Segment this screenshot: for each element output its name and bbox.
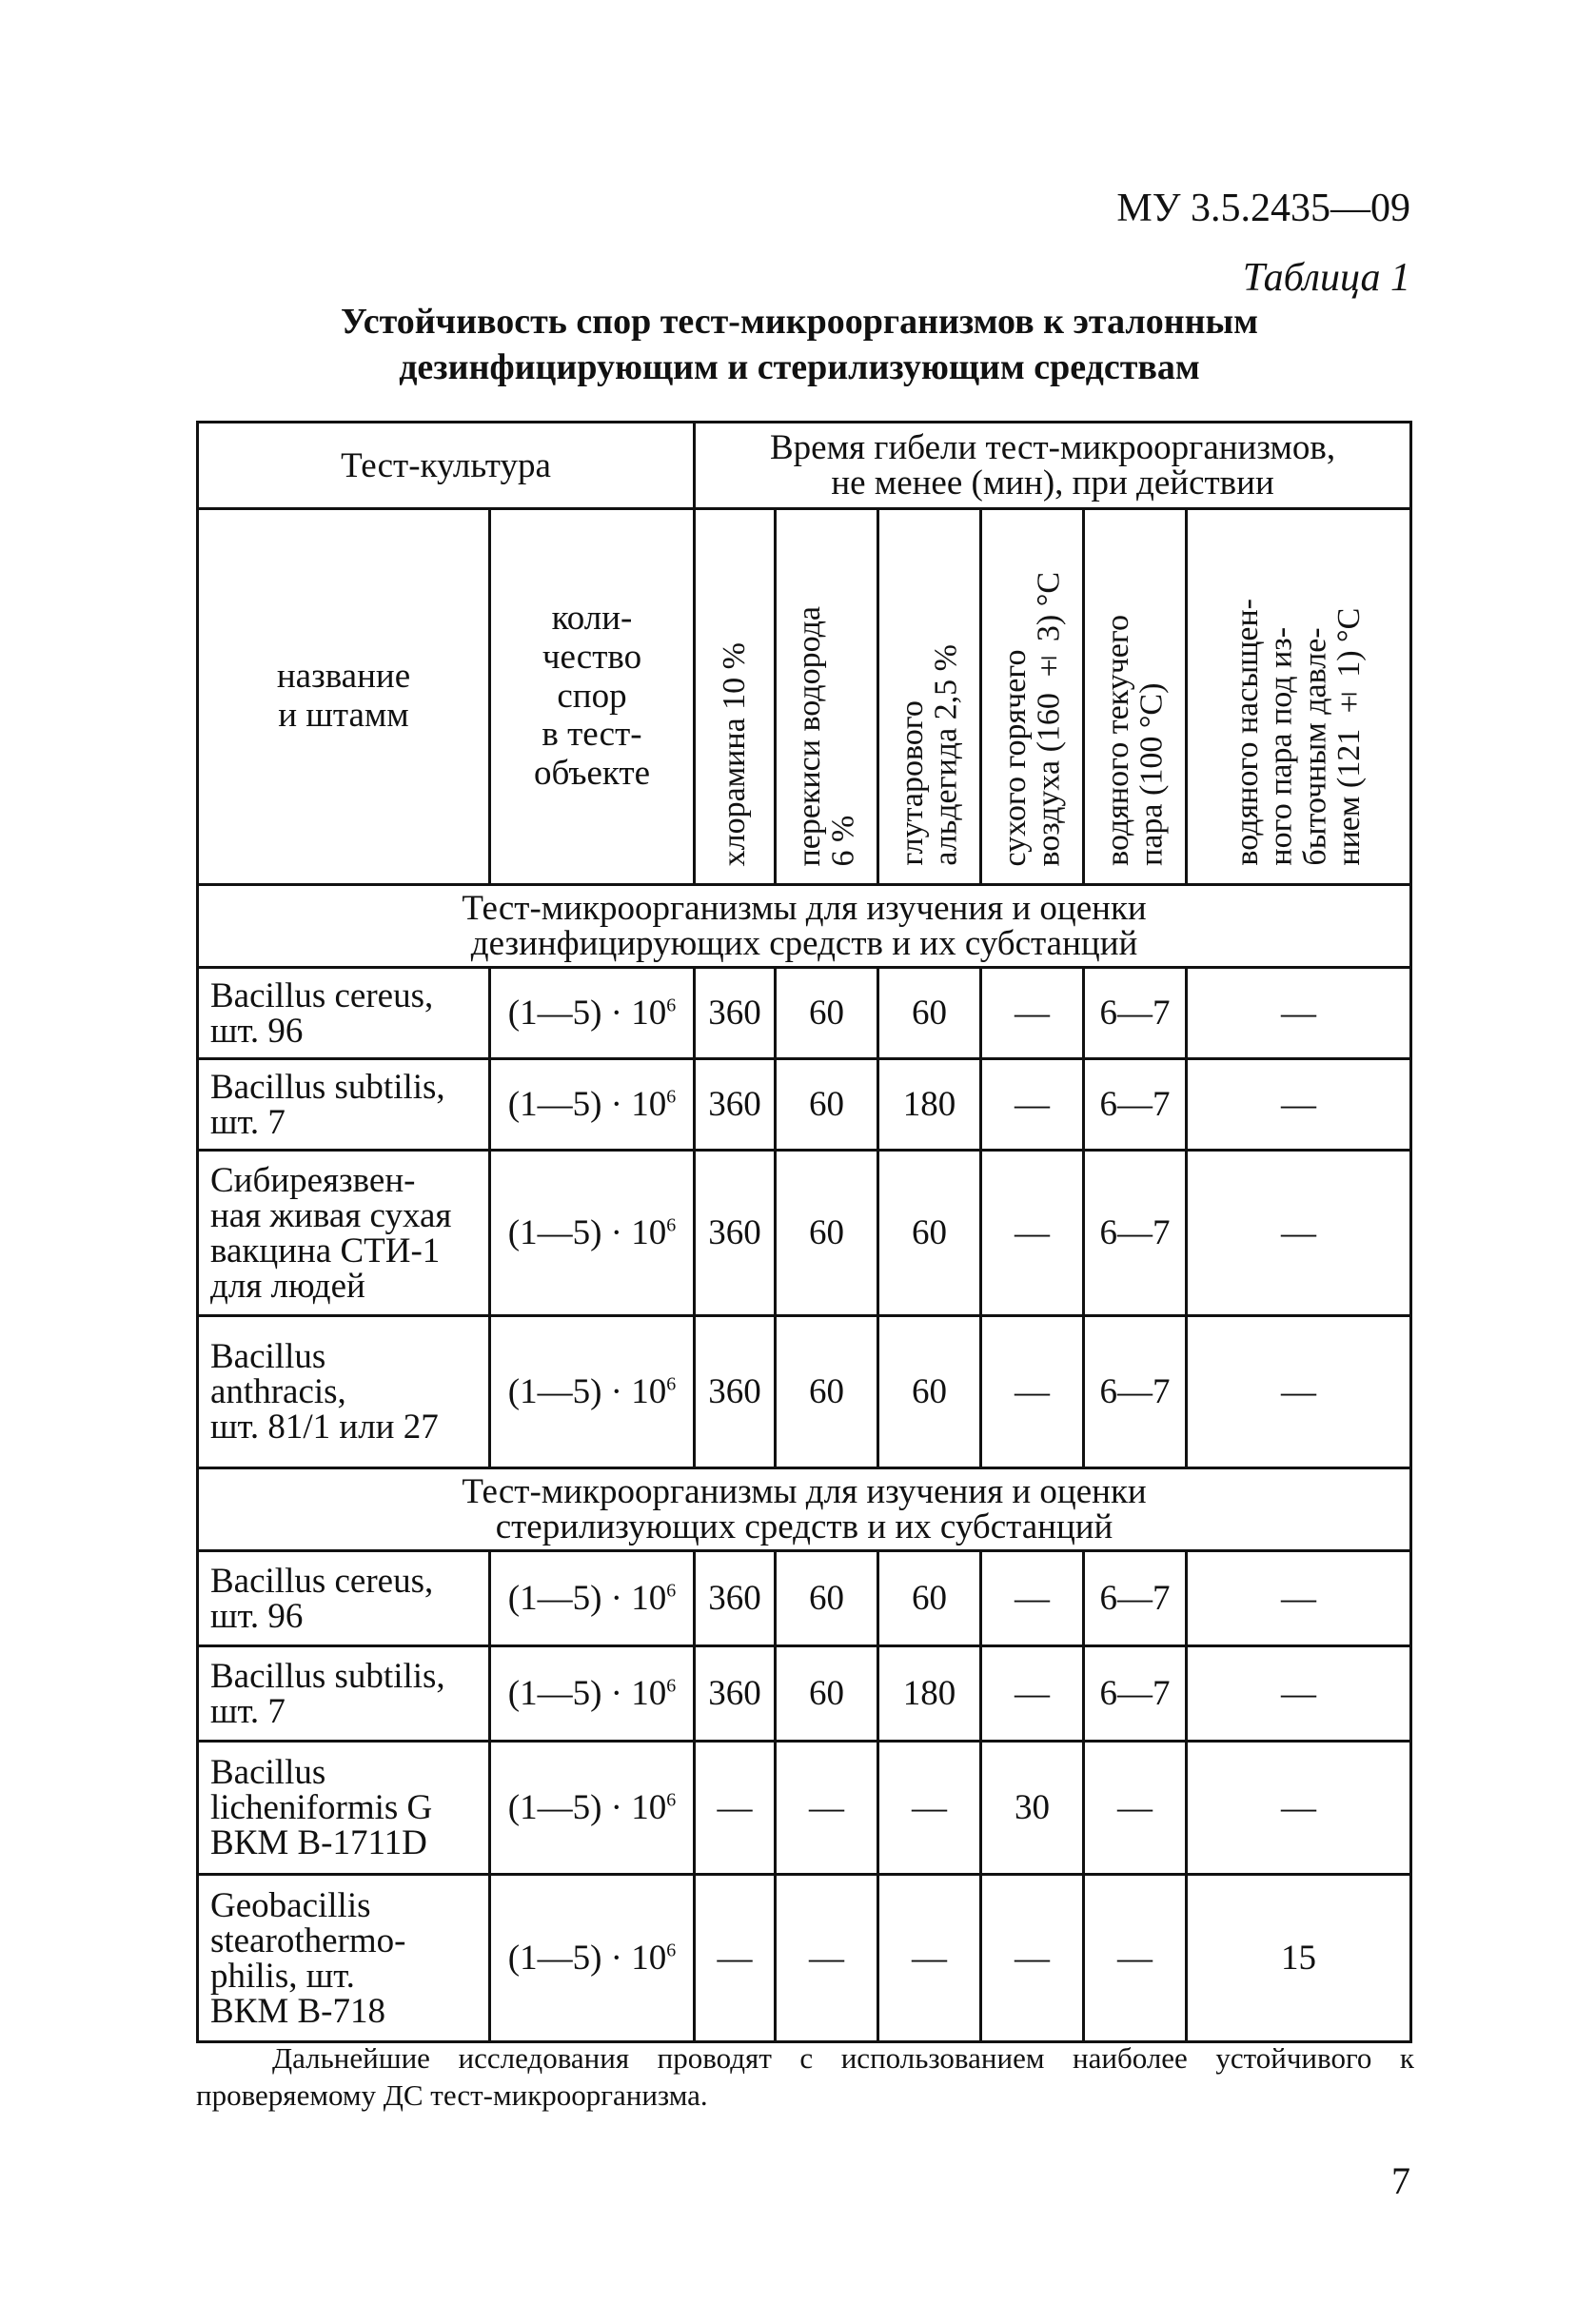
spore-count-base: (1—5) · 10 (507, 1372, 667, 1411)
death-time-value: — (878, 1742, 981, 1875)
page-number: 7 (1391, 2159, 1410, 2202)
death-time-value: — (981, 1316, 1084, 1468)
death-time-value: 30 (981, 1742, 1084, 1875)
header-line: глутарового (894, 700, 930, 866)
section-title-line: Тест-микроорганизмы для изучения и оценки (462, 889, 1147, 928)
spore-count (490, 1875, 695, 2042)
death-time-value: 6—7 (1084, 1316, 1187, 1468)
death-time-value: 360 (695, 1059, 776, 1151)
header-line: название (276, 657, 411, 697)
death-time-value: — (981, 1551, 1084, 1646)
spore-count-exponent: 6 (666, 1214, 677, 1236)
organism-name-line: ВКМ В-1711D (210, 1823, 427, 1862)
death-time-value: 6—7 (1084, 1151, 1187, 1316)
spore-count-base: (1—5) · 10 (507, 1579, 667, 1618)
death-time-value: — (776, 1875, 878, 2042)
spore-count-base: (1—5) · 10 (507, 1788, 667, 1827)
organism-name-line: Сибиреязвен- (210, 1160, 416, 1200)
section-header (198, 885, 1411, 968)
death-time-value: 60 (776, 1316, 878, 1468)
death-time-value: 60 (878, 1316, 981, 1468)
title-line: Устойчивость спор тест-микроорганизмов к эталонным (340, 302, 1259, 342)
organism-name (198, 1646, 490, 1742)
header-line: ного пара под из- (1263, 627, 1299, 866)
organism-name-line: шт. 7 (210, 1691, 286, 1731)
title-line: дезинфицирующим и стерилизующим средствам (399, 346, 1200, 387)
footnote: Дальнейшие исследования проводят с использованием наиболее устойчивого к проверяемому ДС тест-микроорганизма. (196, 2041, 1414, 2112)
spore-count-exponent: 6 (666, 1789, 677, 1811)
death-time-value: 360 (695, 1551, 776, 1646)
spore-count (490, 968, 695, 1059)
organism-name-line: Bacillus cereus, (210, 1561, 434, 1601)
table-row (198, 1742, 1411, 1875)
organism-name-line: stearothermo- (210, 1920, 406, 1960)
spore-count (490, 1551, 695, 1646)
death-time-value: 360 (695, 1316, 776, 1468)
death-time-value: — (1187, 1316, 1411, 1468)
header-line: воздуха (160 ± 3) °С (1031, 571, 1067, 866)
death-time-value: 180 (878, 1059, 981, 1151)
death-time-value: — (1187, 1742, 1411, 1875)
header-line: 6 % (825, 815, 861, 866)
spore-count-exponent: 6 (666, 1675, 677, 1697)
organism-name (198, 1551, 490, 1646)
death-time-value: — (1187, 1151, 1411, 1316)
organism-name-line: ВКМ В-718 (210, 1991, 386, 2031)
header-line: Время гибели тест-микроорганизмов, (770, 428, 1336, 467)
death-time-value: — (981, 968, 1084, 1059)
header-line: сухого горячего (996, 649, 1033, 866)
header-line: объекте (533, 754, 651, 794)
header-line: хлорамина 10 % (717, 641, 753, 866)
spore-count-base: (1—5) · 10 (507, 1213, 667, 1252)
death-time-value: 360 (695, 1646, 776, 1742)
spore-count-exponent: 6 (666, 1940, 677, 1961)
death-time-value: — (981, 1151, 1084, 1316)
header-agent-dry-air (981, 509, 1084, 885)
death-time-value: — (695, 1742, 776, 1875)
death-time-value: 6—7 (1084, 1646, 1187, 1742)
spore-count-exponent: 6 (666, 994, 677, 1016)
organism-name (198, 1742, 490, 1875)
death-time-value: 6—7 (1084, 1551, 1187, 1646)
spore-count-base: (1—5) · 10 (507, 994, 667, 1033)
death-time-value: — (1187, 1646, 1411, 1742)
death-time-value: 15 (1187, 1875, 1411, 2042)
header-spore-count (490, 509, 695, 885)
header-line: пара (100 °С) (1133, 682, 1170, 866)
organism-name-line: Bacillus (210, 1753, 326, 1792)
header-line: альдегида 2,5 % (928, 644, 964, 866)
header-line: не менее (мин), при действии (831, 463, 1274, 502)
spore-count-exponent: 6 (666, 1086, 677, 1108)
header-agent-chloramine (695, 509, 776, 885)
spore-count-exponent: 6 (666, 1373, 677, 1395)
death-time-value: — (878, 1875, 981, 2042)
death-time-value: 6—7 (1084, 968, 1187, 1059)
spore-count-base: (1—5) · 10 (507, 1674, 667, 1713)
header-agent-flowing-steam (1084, 509, 1187, 885)
header-line: коли- (551, 599, 633, 639)
organism-name-line: Bacillus (210, 1337, 326, 1376)
organism-name-line: Bacillus subtilis, (210, 1067, 445, 1107)
death-time-value: — (1187, 968, 1411, 1059)
death-time-value: 60 (878, 968, 981, 1059)
header-agent-glutaraldehyde (878, 509, 981, 885)
organism-name-line: philis, шт. (210, 1956, 355, 1996)
spore-count-exponent: 6 (666, 1580, 677, 1602)
header-line: водяного текучего (1099, 615, 1135, 866)
table-title (190, 300, 1409, 390)
organism-name-line: Geobacillis (210, 1885, 371, 1925)
header-line: спор (557, 676, 627, 716)
header-line: в тест- (542, 715, 642, 755)
death-time-value: 60 (878, 1151, 981, 1316)
death-time-value: — (981, 1059, 1084, 1151)
header-line: чество (542, 637, 642, 677)
organism-name-line: шт. 81/1 или 27 (210, 1408, 439, 1447)
organism-name-line: licheniformis G (210, 1788, 433, 1827)
table-row (198, 968, 1411, 1059)
organism-name-line: ная живая сухая (210, 1195, 452, 1235)
death-time-value: 360 (695, 968, 776, 1059)
document-code: МУ 3.5.2435—09 (1116, 187, 1410, 230)
organism-name (198, 1875, 490, 2042)
table-row (198, 1151, 1411, 1316)
death-time-value: 60 (776, 1646, 878, 1742)
table-row (198, 1875, 1411, 2042)
header-death-time (695, 423, 1411, 509)
spore-resistance-table (196, 421, 1412, 2043)
death-time-value: — (695, 1875, 776, 2042)
table-row (198, 1059, 1411, 1151)
header-name-strain (198, 509, 490, 885)
spore-count (490, 1059, 695, 1151)
header-agent-peroxide (776, 509, 878, 885)
section-header (198, 1468, 1411, 1551)
death-time-value: — (1187, 1551, 1411, 1646)
table-row (198, 1646, 1411, 1742)
death-time-value: — (1187, 1059, 1411, 1151)
spore-count-base: (1—5) · 10 (507, 1939, 667, 1978)
organism-name-line: шт. 96 (210, 1011, 304, 1051)
header-test-culture: Тест-культура (198, 423, 695, 509)
death-time-value: 180 (878, 1646, 981, 1742)
organism-name (198, 1059, 490, 1151)
header-agent-saturated-steam (1187, 509, 1411, 885)
spore-count (490, 1316, 695, 1468)
death-time-value: 360 (695, 1151, 776, 1316)
organism-name-line: шт. 7 (210, 1102, 286, 1142)
header-line: и штамм (278, 696, 409, 735)
header-line: нием (121 ± 1) °С (1331, 608, 1368, 866)
organism-name (198, 1151, 490, 1316)
death-time-value: 60 (776, 1551, 878, 1646)
section-title-line: Тест-микроорганизмы для изучения и оценки (462, 1472, 1147, 1511)
section-title-line: стерилизующих средств и их субстанций (495, 1507, 1113, 1546)
organism-name (198, 1316, 490, 1468)
death-time-value: 60 (776, 1151, 878, 1316)
death-time-value: — (1084, 1875, 1187, 2042)
spore-count (490, 1742, 695, 1875)
spore-count (490, 1646, 695, 1742)
death-time-value: 60 (878, 1551, 981, 1646)
organism-name-line: вакцина СТИ-1 (210, 1231, 441, 1270)
organism-name-line: шт. 96 (210, 1596, 304, 1636)
death-time-value: — (1084, 1742, 1187, 1875)
table-row (198, 1551, 1411, 1646)
organism-name (198, 968, 490, 1059)
header-line: водяного насыщен- (1230, 599, 1266, 866)
table-label: Таблица 1 (1242, 256, 1410, 300)
death-time-value: 60 (776, 1059, 878, 1151)
organism-name-line: Bacillus subtilis, (210, 1656, 445, 1696)
spore-count (490, 1151, 695, 1316)
spore-count-base: (1—5) · 10 (507, 1085, 667, 1124)
organism-name-line: anthracis, (210, 1372, 346, 1411)
section-title-line: дезинфицирующих средств и их субстанций (470, 924, 1138, 963)
death-time-value: — (981, 1875, 1084, 2042)
death-time-value: 6—7 (1084, 1059, 1187, 1151)
table-row (198, 1316, 1411, 1468)
organism-name-line: для людей (210, 1266, 365, 1306)
header-line: перекиси водорода (791, 605, 827, 866)
header-line: быточным давле- (1297, 627, 1333, 866)
death-time-value: 60 (776, 968, 878, 1059)
organism-name-line: Bacillus cereus, (210, 975, 434, 1015)
death-time-value: — (981, 1646, 1084, 1742)
death-time-value: — (776, 1742, 878, 1875)
